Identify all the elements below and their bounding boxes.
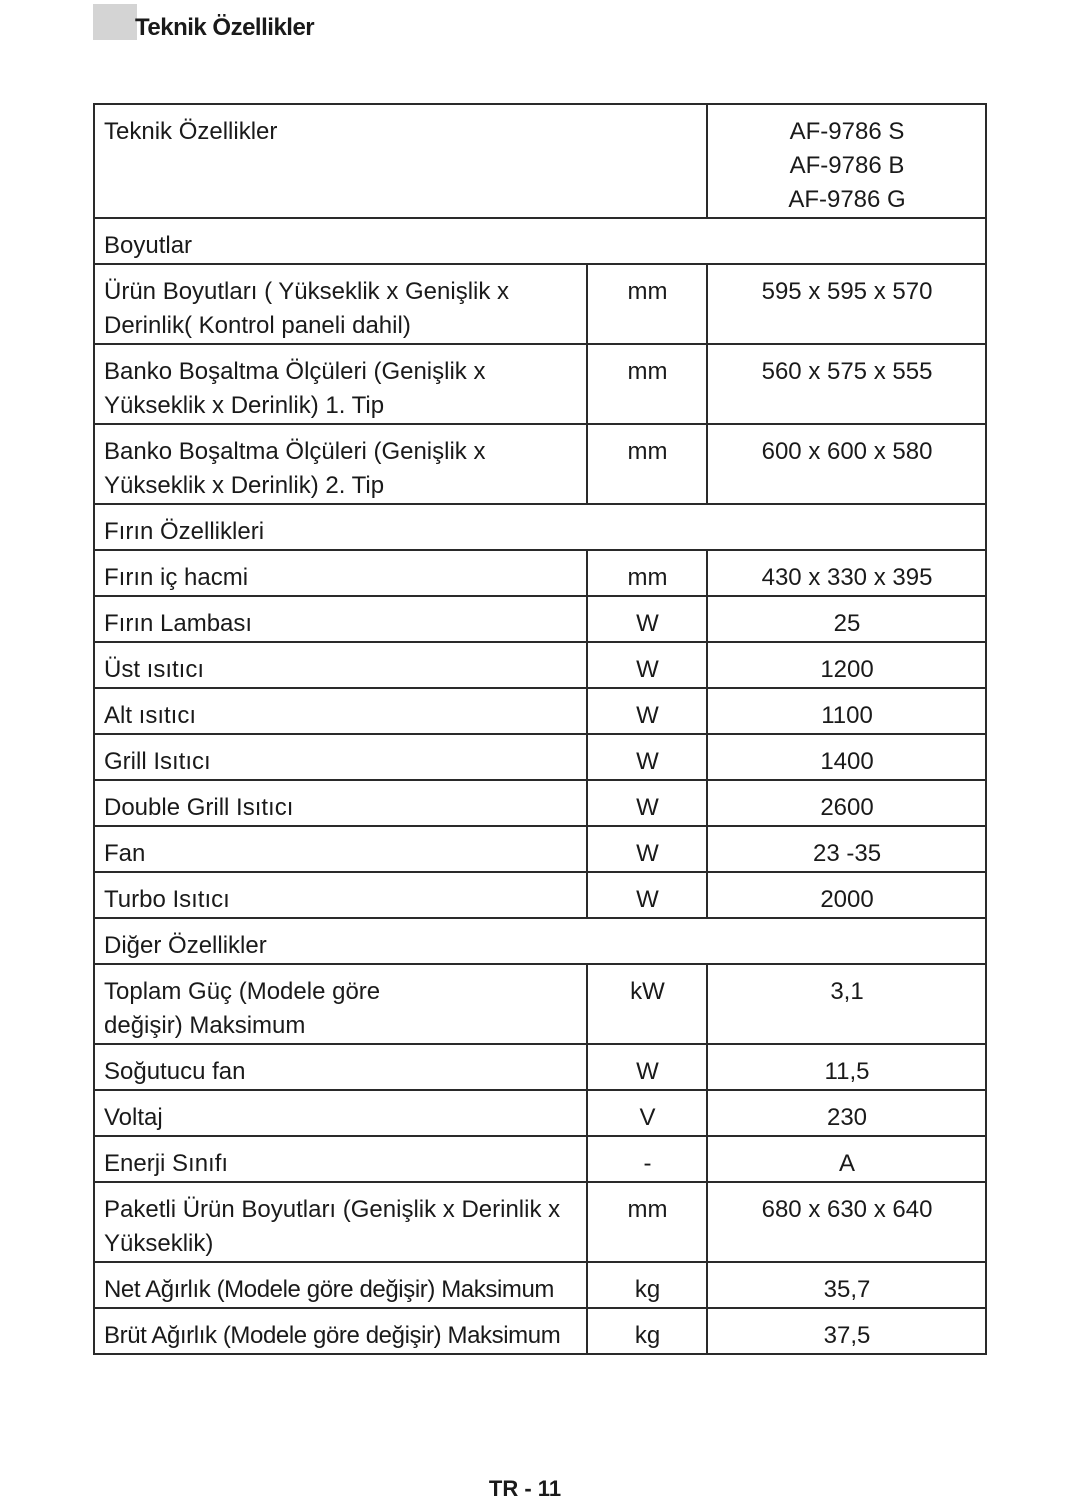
row-value: 23 -35 xyxy=(707,826,986,872)
section-row xyxy=(94,218,986,264)
table-row xyxy=(94,1262,986,1308)
table-row xyxy=(94,1308,986,1354)
row-value: 560 x 575 x 555 xyxy=(707,344,986,424)
row-label: Paketli Ürün Boyutları (Genişlik x Derinlik x Yükseklik) xyxy=(94,1182,587,1262)
table-row xyxy=(94,344,986,424)
row-value: 35,7 xyxy=(707,1262,986,1308)
table-row xyxy=(94,1044,986,1090)
row-label: Banko Boşaltma Ölçüleri (Genişlik x Yükseklik x Derinlik) 1. Tip xyxy=(94,344,587,424)
row-label: Soğutucu fan xyxy=(94,1044,587,1090)
row-label: Grill Isıtıcı xyxy=(94,734,587,780)
row-value: 230 xyxy=(707,1090,986,1136)
page-title: Teknik Özellikler xyxy=(135,14,315,41)
row-value: 1400 xyxy=(707,734,986,780)
table-row xyxy=(94,1182,986,1262)
table-row xyxy=(94,780,986,826)
row-label: Fırın iç hacmi xyxy=(94,550,587,596)
section-row xyxy=(94,918,986,964)
row-value: 25 xyxy=(707,596,986,642)
table-row xyxy=(94,1090,986,1136)
row-label: Üst ısıtıcı xyxy=(94,642,587,688)
model-list xyxy=(707,104,986,218)
row-unit: mm xyxy=(587,264,707,344)
row-unit: W xyxy=(587,688,707,734)
row-unit: W xyxy=(587,642,707,688)
row-unit: mm xyxy=(587,1182,707,1262)
row-value: A xyxy=(707,1136,986,1182)
section-title: Boyutlar xyxy=(94,218,986,264)
table-row xyxy=(94,596,986,642)
row-label: Ürün Boyutları ( Yükseklik x Genişlik x Derinlik( Kontrol paneli dahil) xyxy=(94,264,587,344)
row-value: 430 x 330 x 395 xyxy=(707,550,986,596)
row-value: 600 x 600 x 580 xyxy=(707,424,986,504)
row-value: 680 x 630 x 640 xyxy=(707,1182,986,1262)
table-row xyxy=(94,550,986,596)
row-label: Brüt Ağırlık (Modele göre değişir) Maksimum xyxy=(94,1308,587,1354)
table-row xyxy=(94,424,986,504)
row-label: Alt ısıtıcı xyxy=(94,688,587,734)
row-label: Double Grill Isıtıcı xyxy=(94,780,587,826)
row-unit: W xyxy=(587,1044,707,1090)
row-unit: W xyxy=(587,596,707,642)
row-unit: kW xyxy=(587,964,707,1044)
row-label: Net Ağırlık (Modele göre değişir) Maksimum xyxy=(94,1262,587,1308)
table-header-label: Teknik Özellikler xyxy=(94,104,707,218)
row-value: 37,5 xyxy=(707,1308,986,1354)
row-label: Fırın Lambası xyxy=(94,596,587,642)
row-unit: kg xyxy=(587,1262,707,1308)
table-row xyxy=(94,964,986,1044)
row-unit: mm xyxy=(587,550,707,596)
row-label: Voltaj xyxy=(94,1090,587,1136)
table-row xyxy=(94,872,986,918)
model-name: AF-9786 B xyxy=(789,152,905,179)
row-unit: mm xyxy=(587,344,707,424)
row-unit: W xyxy=(587,826,707,872)
row-unit: V xyxy=(587,1090,707,1136)
row-label: Banko Boşaltma Ölçüleri (Genişlik x Yükseklik x Derinlik) 2. Tip xyxy=(94,424,587,504)
section-row xyxy=(94,504,986,550)
model-name: AF-9786 G xyxy=(788,186,906,213)
row-value: 2600 xyxy=(707,780,986,826)
row-unit: - xyxy=(587,1136,707,1182)
row-value: 3,1 xyxy=(707,964,986,1044)
page-number: TR - 11 xyxy=(488,1476,562,1501)
row-value: 2000 xyxy=(707,872,986,918)
header-gray-block xyxy=(93,4,137,40)
model-name: AF-9786 S xyxy=(789,118,905,145)
row-label: Turbo Isıtıcı xyxy=(94,872,587,918)
section-title: Fırın Özellikleri xyxy=(94,504,986,550)
table-row xyxy=(94,264,986,344)
spec-table xyxy=(93,103,987,1355)
row-label: Enerji Sınıfı xyxy=(94,1136,587,1182)
row-unit: mm xyxy=(587,424,707,504)
row-label: Fan xyxy=(94,826,587,872)
row-unit: W xyxy=(587,872,707,918)
table-row xyxy=(94,826,986,872)
table-row xyxy=(94,688,986,734)
row-value: 1200 xyxy=(707,642,986,688)
row-unit: kg xyxy=(587,1308,707,1354)
table-row xyxy=(94,642,986,688)
row-value: 1100 xyxy=(707,688,986,734)
section-title: Diğer Özellikler xyxy=(94,918,986,964)
row-label-text: Toplam Güç (Modele göre değişir) Maksimum xyxy=(104,978,381,1039)
table-row xyxy=(94,1136,986,1182)
row-unit: W xyxy=(587,780,707,826)
row-value: 595 x 595 x 570 xyxy=(707,264,986,344)
row-value: 11,5 xyxy=(707,1044,986,1090)
row-label xyxy=(94,964,587,1044)
table-row xyxy=(94,734,986,780)
row-unit: W xyxy=(587,734,707,780)
table-header-row xyxy=(94,104,986,218)
